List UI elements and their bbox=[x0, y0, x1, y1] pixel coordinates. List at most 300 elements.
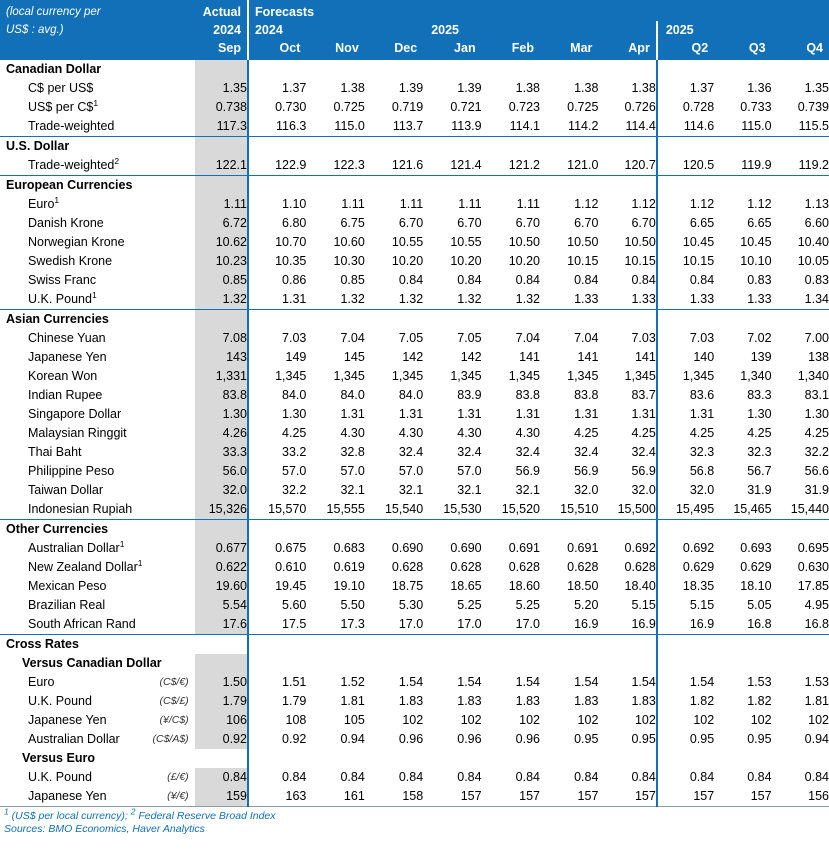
row-philippine-peso-value-7: 56.9 bbox=[631, 464, 656, 478]
row-label-norwegian-krone: Norwegian Krone bbox=[28, 235, 125, 249]
row-taiwan-dollar-value-4: 32.1 bbox=[457, 483, 482, 497]
row-south-african-rand-value-8: 16.9 bbox=[657, 615, 714, 635]
row-taiwan-dollar bbox=[0, 481, 829, 500]
section-european-currencies-blank-2 bbox=[306, 176, 364, 195]
section-cross-rates-blank-6 bbox=[540, 635, 598, 654]
section-asian-currencies-blank-5 bbox=[482, 310, 540, 329]
row-south-african-rand-value-7: 16.9 bbox=[631, 617, 656, 631]
row-u-k-pound-value-7: 1.33 bbox=[631, 292, 656, 306]
row-brazilian-real-value-1: 5.60 bbox=[248, 596, 306, 615]
row-norwegian-krone-value-2: 10.60 bbox=[333, 235, 365, 249]
section-european-currencies-blank-7 bbox=[598, 176, 656, 195]
row-brazilian-real-value-5: 5.25 bbox=[515, 598, 540, 612]
row-label-versus-canadian-dollar-u-k-pound: U.K. Pound (C$/£) bbox=[0, 692, 195, 711]
row-versus-canadian-dollar-japanese-yen-value-4: 102 bbox=[460, 713, 482, 727]
row-chinese-yuan-value-6: 7.04 bbox=[574, 331, 599, 345]
row-australian-dollar-value-1: 0.675 bbox=[248, 539, 306, 558]
footnote-ref: 1 bbox=[93, 97, 99, 108]
row-singapore-dollar-value-10: 1.30 bbox=[804, 407, 829, 421]
row-indonesian-rupiah-value-4: 15,530 bbox=[443, 502, 482, 516]
row-us-per-c-value-3: 0.719 bbox=[391, 100, 424, 114]
row-malaysian-ringgit-value-0: 4.26 bbox=[195, 424, 248, 443]
row-trade-weighted-value-2: 122.3 bbox=[333, 158, 365, 172]
row-indian-rupee-value-5: 83.8 bbox=[515, 388, 540, 402]
row-singapore-dollar-value-1: 1.30 bbox=[248, 405, 306, 424]
row-euro-value-8: 1.12 bbox=[657, 195, 714, 214]
row-euro-value-0: 1.11 bbox=[195, 195, 248, 214]
footnotes bbox=[0, 807, 829, 836]
row-philippine-peso-value-1: 57.0 bbox=[248, 462, 306, 481]
row-singapore-dollar-value-0: 1.30 bbox=[195, 405, 248, 424]
row-versus-canadian-dollar-australian-dollar bbox=[0, 730, 829, 749]
row-chinese-yuan-value-4: 7.05 bbox=[457, 331, 482, 345]
row-norwegian-krone-value-1: 10.70 bbox=[248, 233, 306, 252]
section-cross-rates-blank-10 bbox=[772, 635, 829, 654]
row-chinese-yuan-value-10: 7.00 bbox=[804, 331, 829, 345]
row-malaysian-ringgit-value-6: 4.25 bbox=[574, 426, 599, 440]
row-trade-weighted-value-5: 114.1 bbox=[509, 119, 540, 133]
row-label-singapore-dollar: Singapore Dollar bbox=[28, 407, 122, 421]
row-indian-rupee bbox=[0, 386, 829, 405]
row-versus-canadian-dollar-euro-value-9: 1.53 bbox=[747, 675, 772, 689]
row-new-zealand-dollar-value-6: 0.628 bbox=[567, 560, 599, 574]
row-singapore-dollar-value-7: 1.31 bbox=[631, 407, 656, 421]
section-european-currencies-blank-5 bbox=[482, 176, 540, 195]
section-title-u-s-dollar: U.S. Dollar bbox=[6, 139, 70, 153]
section-european-currencies-blank-9 bbox=[714, 176, 771, 195]
row-swedish-krone-value-0: 10.23 bbox=[195, 252, 248, 271]
row-chinese-yuan-value-9: 7.02 bbox=[747, 331, 772, 345]
row-thai-baht-value-1: 33.2 bbox=[248, 443, 306, 462]
row-korean-won bbox=[0, 367, 829, 386]
section-cross-rates-blank-9 bbox=[714, 635, 771, 654]
row-brazilian-real-value-7: 5.15 bbox=[631, 598, 656, 612]
row-malaysian-ringgit-value-9: 4.25 bbox=[747, 426, 772, 440]
header-year-2024: 2024 bbox=[248, 21, 423, 39]
row-label-thai-baht: Thai Baht bbox=[28, 445, 82, 459]
row-australian-dollar-value-10: 0.695 bbox=[797, 541, 829, 555]
row-australian-dollar-value-0: 0.677 bbox=[195, 539, 248, 558]
row-swedish-krone bbox=[0, 252, 829, 271]
row-singapore-dollar bbox=[0, 405, 829, 424]
section-header-canadian-dollar bbox=[0, 60, 829, 79]
row-trade-weighted-value-10: 115.5 bbox=[798, 119, 829, 133]
subsection-versus-canadian-dollar-blank-9 bbox=[714, 654, 771, 673]
row-chinese-yuan-value-0: 7.08 bbox=[195, 329, 248, 348]
section-canadian-dollar-blank-0 bbox=[195, 60, 248, 79]
row-new-zealand-dollar-value-1: 0.610 bbox=[248, 558, 306, 577]
row-chinese-yuan-value-5: 7.04 bbox=[515, 331, 540, 345]
row-trade-weighted-value-6: 121.0 bbox=[567, 158, 599, 172]
row-chinese-yuan bbox=[0, 329, 829, 348]
footnote-text-2: Federal Reserve Broad Index bbox=[135, 810, 276, 822]
row-versus-canadian-dollar-euro-value-4: 1.54 bbox=[457, 675, 482, 689]
row-brazilian-real-value-2: 5.50 bbox=[340, 598, 365, 612]
row-euro-value-5: 1.11 bbox=[516, 197, 540, 211]
row-norwegian-krone-value-4: 10.55 bbox=[450, 235, 482, 249]
footnote-ref: 1 bbox=[91, 289, 97, 300]
row-taiwan-dollar-value-10: 31.9 bbox=[804, 483, 829, 497]
row-swiss-franc-value-0: 0.85 bbox=[195, 271, 248, 290]
row-euro-value-3: 1.11 bbox=[399, 197, 424, 211]
footnote-ref: 1 bbox=[119, 538, 125, 549]
row-malaysian-ringgit-value-10: 4.25 bbox=[804, 426, 829, 440]
row-u-k-pound-value-10: 1.34 bbox=[804, 292, 829, 306]
row-australian-dollar-value-8: 0.692 bbox=[657, 539, 714, 558]
row-versus-euro-japanese-yen-value-4: 157 bbox=[460, 789, 482, 803]
row-mexican-peso-value-9: 18.10 bbox=[740, 579, 772, 593]
section-european-currencies-blank-6 bbox=[540, 176, 598, 195]
row-u-k-pound-value-0: 1.32 bbox=[195, 290, 248, 310]
row-australian-dollar-value-4: 0.690 bbox=[450, 541, 482, 555]
section-u-s-dollar-blank-9 bbox=[714, 137, 771, 156]
row-taiwan-dollar-value-0: 32.0 bbox=[195, 481, 248, 500]
section-title-canadian-dollar: Canadian Dollar bbox=[6, 62, 102, 76]
subsection-versus-euro-blank-10 bbox=[772, 749, 829, 768]
section-asian-currencies-blank-3 bbox=[365, 310, 423, 329]
row-trade-weighted-value-9: 119.9 bbox=[741, 158, 772, 172]
row-versus-canadian-dollar-japanese-yen-value-1: 108 bbox=[248, 711, 306, 730]
header-spacer bbox=[0, 39, 195, 60]
row-new-zealand-dollar-value-0: 0.622 bbox=[195, 558, 248, 577]
section-other-currencies-blank-5 bbox=[482, 520, 540, 539]
row-us-per-c-value-9: 0.733 bbox=[740, 100, 772, 114]
section-cross-rates-blank-8 bbox=[657, 635, 714, 654]
row-australian-dollar-value-6: 0.691 bbox=[567, 541, 599, 555]
row-trade-weighted-value-1: 122.9 bbox=[248, 156, 306, 176]
row-thai-baht-value-3: 32.4 bbox=[398, 445, 424, 459]
row-south-african-rand-value-1: 17.5 bbox=[248, 615, 306, 635]
row-thai-baht-value-10: 32.2 bbox=[804, 445, 829, 459]
section-canadian-dollar-blank-5 bbox=[482, 60, 540, 79]
row-taiwan-dollar-value-1: 32.2 bbox=[248, 481, 306, 500]
subsection-versus-euro-blank-0 bbox=[195, 749, 248, 768]
row-danish-krone-value-9: 6.65 bbox=[747, 216, 772, 230]
header-row-1 bbox=[0, 0, 829, 21]
footnote-ref: 2 bbox=[114, 155, 120, 166]
row-versus-canadian-dollar-japanese-yen-value-8: 102 bbox=[657, 711, 714, 730]
row-swiss-franc bbox=[0, 271, 829, 290]
section-header-asian-currencies bbox=[0, 310, 829, 329]
row-versus-canadian-dollar-euro bbox=[0, 673, 829, 692]
row-new-zealand-dollar bbox=[0, 558, 829, 577]
row-indian-rupee-value-4: 83.9 bbox=[457, 388, 482, 402]
row-label-japanese-yen: Japanese Yen bbox=[28, 350, 107, 364]
row-label-euro: Euro$^1$ bbox=[28, 194, 60, 211]
section-cross-rates-blank-7 bbox=[598, 635, 656, 654]
row-versus-euro-u-k-pound-value-7: 0.84 bbox=[631, 770, 656, 784]
row-us-per-c-value-7: 0.726 bbox=[624, 100, 656, 114]
subsection-header-versus-canadian-dollar bbox=[0, 654, 829, 673]
subsection-title-versus-euro: Versus Euro bbox=[22, 751, 95, 765]
row-swiss-franc-value-1: 0.86 bbox=[248, 271, 306, 290]
table-body bbox=[0, 60, 829, 808]
section-european-currencies-blank-1 bbox=[248, 176, 306, 195]
row-versus-euro-u-k-pound bbox=[0, 768, 829, 787]
subsection-versus-euro-blank-2 bbox=[306, 749, 364, 768]
header-month-dec: Dec bbox=[365, 39, 423, 60]
row-label-australian-dollar: Australian Dollar$^1$ bbox=[28, 538, 125, 555]
section-other-currencies-blank-6 bbox=[540, 520, 598, 539]
row-south-african-rand-value-6: 16.9 bbox=[574, 617, 599, 631]
row-us-per-c-value-4: 0.721 bbox=[450, 100, 482, 114]
row-swedish-krone-value-4: 10.20 bbox=[450, 254, 482, 268]
section-u-s-dollar-blank-8 bbox=[657, 137, 714, 156]
row-versus-canadian-dollar-euro-value-0: 1.50 bbox=[195, 673, 248, 692]
header-unit-line1: (local currency per bbox=[0, 0, 195, 21]
subsection-versus-euro-blank-1 bbox=[248, 749, 306, 768]
row-c-per-us-value-8: 1.37 bbox=[657, 79, 714, 98]
row-thai-baht-value-9: 32.3 bbox=[747, 445, 772, 459]
row-philippine-peso-value-6: 56.9 bbox=[574, 464, 599, 478]
row-versus-canadian-dollar-australian-dollar-value-10: 0.94 bbox=[804, 732, 829, 746]
row-new-zealand-dollar-value-4: 0.628 bbox=[450, 560, 482, 574]
row-brazilian-real-value-10: 4.95 bbox=[804, 598, 829, 612]
row-brazilian-real-value-6: 5.20 bbox=[574, 598, 599, 612]
row-south-african-rand-value-9: 16.8 bbox=[747, 617, 772, 631]
row-euro-value-2: 1.11 bbox=[341, 197, 365, 211]
section-asian-currencies-blank-9 bbox=[714, 310, 771, 329]
section-other-currencies-blank-3 bbox=[365, 520, 423, 539]
row-indonesian-rupiah-value-5: 15,520 bbox=[501, 502, 540, 516]
header-year-2025-months: 2025 bbox=[423, 21, 657, 39]
row-australian-dollar-value-2: 0.683 bbox=[333, 541, 365, 555]
subsection-versus-canadian-dollar-blank-4 bbox=[423, 654, 481, 673]
row-new-zealand-dollar-value-10: 0.630 bbox=[797, 560, 829, 574]
row-swedish-krone-value-8: 10.15 bbox=[657, 252, 714, 271]
section-asian-currencies-blank-1 bbox=[248, 310, 306, 329]
row-danish-krone bbox=[0, 214, 829, 233]
row-versus-euro-japanese-yen-value-2: 161 bbox=[343, 789, 365, 803]
row-indian-rupee-value-8: 83.6 bbox=[657, 386, 714, 405]
section-u-s-dollar-blank-5 bbox=[482, 137, 540, 156]
row-swedish-krone-value-5: 10.20 bbox=[508, 254, 540, 268]
row-taiwan-dollar-value-9: 31.9 bbox=[747, 483, 772, 497]
row-unit-versus-canadian-dollar-japanese-yen: (¥/C$) bbox=[159, 714, 189, 726]
row-versus-euro-u-k-pound-value-3: 0.84 bbox=[398, 770, 424, 784]
row-versus-euro-u-k-pound-value-2: 0.84 bbox=[340, 770, 365, 784]
row-versus-canadian-dollar-japanese-yen-value-7: 102 bbox=[634, 713, 656, 727]
row-indian-rupee-value-0: 83.8 bbox=[195, 386, 248, 405]
row-thai-baht-value-8: 32.3 bbox=[657, 443, 714, 462]
subsection-title-versus-canadian-dollar: Versus Canadian Dollar bbox=[22, 656, 162, 670]
row-label-versus-euro-u-k-pound: U.K. Pound (£/€) bbox=[0, 768, 195, 787]
row-chinese-yuan-value-1: 7.03 bbox=[248, 329, 306, 348]
section-header-european-currencies bbox=[0, 176, 829, 195]
row-new-zealand-dollar-value-7: 0.628 bbox=[624, 560, 656, 574]
row-label-swiss-franc: Swiss Franc bbox=[28, 273, 97, 287]
footnote-ref: 1 bbox=[54, 194, 60, 205]
section-asian-currencies-blank-4 bbox=[423, 310, 481, 329]
row-new-zealand-dollar-value-5: 0.628 bbox=[508, 560, 540, 574]
row-swedish-krone-value-2: 10.30 bbox=[333, 254, 365, 268]
row-swiss-franc-value-9: 0.83 bbox=[747, 273, 772, 287]
row-japanese-yen-value-7: 141 bbox=[634, 350, 656, 364]
row-australian-dollar-value-5: 0.691 bbox=[508, 541, 540, 555]
row-korean-won-value-5: 1,345 bbox=[508, 369, 540, 383]
section-canadian-dollar-blank-3 bbox=[365, 60, 423, 79]
row-indonesian-rupiah-value-9: 15,465 bbox=[733, 502, 772, 516]
row-unit-versus-euro-u-k-pound: (£/€) bbox=[167, 771, 189, 783]
row-norwegian-krone-value-9: 10.45 bbox=[740, 235, 772, 249]
row-versus-euro-japanese-yen-value-6: 157 bbox=[577, 789, 599, 803]
table-header bbox=[0, 0, 829, 60]
row-us-per-c-value-2: 0.725 bbox=[333, 100, 365, 114]
row-korean-won-value-2: 1,345 bbox=[333, 369, 365, 383]
row-versus-canadian-dollar-u-k-pound-value-0: 1.79 bbox=[195, 692, 248, 711]
row-swiss-franc-value-4: 0.84 bbox=[457, 273, 482, 287]
row-philippine-peso-value-5: 56.9 bbox=[515, 464, 540, 478]
row-japanese-yen-value-0: 143 bbox=[195, 348, 248, 367]
row-taiwan-dollar-value-6: 32.0 bbox=[574, 483, 599, 497]
section-header-u-s-dollar bbox=[0, 137, 829, 156]
row-label-versus-canadian-dollar-australian-dollar: Australian Dollar (C$/A$) bbox=[0, 730, 195, 749]
row-norwegian-krone-value-5: 10.50 bbox=[508, 235, 540, 249]
row-indian-rupee-value-3: 84.0 bbox=[398, 388, 424, 402]
row-japanese-yen-value-4: 142 bbox=[460, 350, 482, 364]
row-swedish-krone-value-9: 10.10 bbox=[740, 254, 772, 268]
row-singapore-dollar-value-4: 1.31 bbox=[457, 407, 482, 421]
row-thai-baht-value-0: 33.3 bbox=[195, 443, 248, 462]
header-forecasts-label: Forecasts bbox=[248, 0, 829, 21]
row-taiwan-dollar-value-5: 32.1 bbox=[515, 483, 540, 497]
header-row-3 bbox=[0, 39, 829, 60]
row-trade-weighted-value-8: 120.5 bbox=[657, 156, 714, 176]
row-label-south-african-rand: South African Rand bbox=[28, 617, 136, 631]
row-norwegian-krone-value-3: 10.55 bbox=[391, 235, 424, 249]
row-versus-euro-japanese-yen-value-9: 157 bbox=[750, 789, 772, 803]
row-c-per-us-value-9: 1.36 bbox=[747, 81, 772, 95]
row-indian-rupee-value-10: 83.1 bbox=[804, 388, 829, 402]
section-canadian-dollar-blank-10 bbox=[772, 60, 829, 79]
row-versus-canadian-dollar-australian-dollar-value-0: 0.92 bbox=[195, 730, 248, 749]
row-swiss-franc-value-10: 0.83 bbox=[804, 273, 829, 287]
row-versus-euro-u-k-pound-value-9: 0.84 bbox=[747, 770, 772, 784]
subsection-versus-euro-blank-7 bbox=[598, 749, 656, 768]
row-indonesian-rupiah-value-7: 15,500 bbox=[617, 502, 656, 516]
row-swiss-franc-value-6: 0.84 bbox=[574, 273, 599, 287]
row-japanese-yen-value-9: 139 bbox=[750, 350, 772, 364]
section-canadian-dollar-blank-8 bbox=[657, 60, 714, 79]
row-singapore-dollar-value-8: 1.31 bbox=[657, 405, 714, 424]
section-cross-rates-blank-4 bbox=[423, 635, 481, 654]
row-c-per-us-value-10: 1.35 bbox=[804, 81, 829, 95]
footnote-text-1: (US$ per local currency); bbox=[8, 810, 131, 822]
row-versus-euro-u-k-pound-value-6: 0.84 bbox=[574, 770, 599, 784]
row-c-per-us-value-7: 1.38 bbox=[631, 81, 656, 95]
section-other-currencies-blank-2 bbox=[306, 520, 364, 539]
row-australian-dollar bbox=[0, 539, 829, 558]
section-u-s-dollar-blank-4 bbox=[423, 137, 481, 156]
row-versus-euro-u-k-pound-value-1: 0.84 bbox=[248, 768, 306, 787]
row-versus-canadian-dollar-australian-dollar-value-9: 0.95 bbox=[747, 732, 772, 746]
row-versus-canadian-dollar-japanese-yen-value-5: 102 bbox=[519, 713, 540, 727]
section-title-other-currencies: Other Currencies bbox=[6, 522, 109, 536]
row-euro bbox=[0, 195, 829, 214]
row-label-new-zealand-dollar: New Zealand Dollar$^1$ bbox=[28, 557, 143, 574]
subsection-versus-euro-blank-8 bbox=[657, 749, 714, 768]
row-norwegian-krone-value-6: 10.50 bbox=[567, 235, 599, 249]
row-korean-won-value-10: 1,340 bbox=[797, 369, 829, 383]
section-cross-rates-blank-2 bbox=[306, 635, 364, 654]
row-euro-value-9: 1.12 bbox=[747, 197, 772, 211]
row-taiwan-dollar-value-7: 32.0 bbox=[631, 483, 656, 497]
row-label-us-per-c: US$ per C\$$^1$ bbox=[28, 97, 99, 114]
header-unit-line2: US$ : avg.) bbox=[0, 21, 195, 39]
row-label-chinese-yuan: Chinese Yuan bbox=[28, 331, 106, 345]
row-versus-euro-u-k-pound-value-0: 0.84 bbox=[195, 768, 248, 787]
row-danish-krone-value-8: 6.65 bbox=[657, 214, 714, 233]
row-versus-canadian-dollar-japanese-yen-value-6: 102 bbox=[577, 713, 599, 727]
row-trade-weighted-value-8: 114.6 bbox=[657, 117, 714, 137]
header-month-oct: Oct bbox=[248, 39, 306, 60]
row-u-k-pound-value-4: 1.32 bbox=[457, 292, 482, 306]
row-versus-canadian-dollar-u-k-pound-value-1: 1.79 bbox=[248, 692, 306, 711]
row-australian-dollar-value-7: 0.692 bbox=[624, 541, 656, 555]
row-taiwan-dollar-value-3: 32.1 bbox=[398, 483, 424, 497]
row-label-versus-canadian-dollar-japanese-yen: Japanese Yen (¥/C$) bbox=[0, 711, 195, 730]
row-japanese-yen-value-5: 141 bbox=[519, 350, 540, 364]
row-label-taiwan-dollar: Taiwan Dollar bbox=[28, 483, 104, 497]
subsection-versus-euro-blank-5 bbox=[482, 749, 540, 768]
row-label-philippine-peso: Philippine Peso bbox=[28, 464, 115, 478]
row-singapore-dollar-value-9: 1.30 bbox=[747, 407, 772, 421]
row-danish-krone-value-7: 6.70 bbox=[631, 216, 656, 230]
row-u-k-pound-value-8: 1.33 bbox=[657, 290, 714, 310]
row-danish-krone-value-1: 6.80 bbox=[248, 214, 306, 233]
row-label-trade-weighted: Trade-weighted$^2$ bbox=[28, 155, 120, 172]
row-south-african-rand-value-4: 17.0 bbox=[457, 617, 482, 631]
header-month-actual: Sep bbox=[195, 39, 248, 60]
row-unit-versus-canadian-dollar-australian-dollar: (C$/A$) bbox=[152, 733, 189, 745]
section-cross-rates-blank-0 bbox=[195, 635, 248, 654]
row-versus-canadian-dollar-euro-value-1: 1.51 bbox=[248, 673, 306, 692]
row-c-per-us-value-2: 1.38 bbox=[340, 81, 365, 95]
row-u-k-pound-value-3: 1.32 bbox=[398, 292, 424, 306]
row-norwegian-krone-value-0: 10.62 bbox=[195, 233, 248, 252]
row-c-per-us-value-0: 1.35 bbox=[195, 79, 248, 98]
row-versus-canadian-dollar-australian-dollar-value-3: 0.96 bbox=[398, 732, 424, 746]
row-versus-euro-japanese-yen bbox=[0, 787, 829, 807]
row-swedish-krone-value-6: 10.15 bbox=[567, 254, 599, 268]
row-c-per-us-value-1: 1.37 bbox=[248, 79, 306, 98]
row-indian-rupee-value-6: 83.8 bbox=[574, 388, 599, 402]
section-european-currencies-blank-8 bbox=[657, 176, 714, 195]
row-trade-weighted-value-2: 115.0 bbox=[334, 119, 365, 133]
row-label-versus-euro-japanese-yen: Japanese Yen (¥/€) bbox=[0, 787, 195, 807]
header-month-mar: Mar bbox=[540, 39, 598, 60]
row-versus-canadian-dollar-japanese-yen-value-9: 102 bbox=[750, 713, 772, 727]
row-indian-rupee-value-1: 84.0 bbox=[248, 386, 306, 405]
subsection-versus-euro-blank-9 bbox=[714, 749, 771, 768]
row-indian-rupee-value-7: 83.7 bbox=[631, 388, 656, 402]
section-european-currencies-blank-0 bbox=[195, 176, 248, 195]
subsection-versus-canadian-dollar-blank-5 bbox=[482, 654, 540, 673]
row-swiss-franc-value-2: 0.85 bbox=[340, 273, 365, 287]
row-indonesian-rupiah bbox=[0, 500, 829, 520]
subsection-versus-canadian-dollar-blank-6 bbox=[540, 654, 598, 673]
row-unit-versus-euro-japanese-yen: (¥/€) bbox=[167, 790, 189, 802]
section-u-s-dollar-blank-10 bbox=[772, 137, 829, 156]
row-trade-weighted-value-4: 121.4 bbox=[450, 158, 482, 172]
section-u-s-dollar-blank-7 bbox=[598, 137, 656, 156]
row-versus-canadian-dollar-japanese-yen-value-3: 102 bbox=[402, 713, 424, 727]
row-versus-euro-u-k-pound-value-8: 0.84 bbox=[657, 768, 714, 787]
row-unit-versus-canadian-dollar-u-k-pound: (C$/£) bbox=[159, 695, 189, 707]
row-swedish-krone-value-7: 10.15 bbox=[624, 254, 656, 268]
row-indonesian-rupiah-value-0: 15,326 bbox=[195, 500, 248, 520]
row-thai-baht-value-7: 32.4 bbox=[631, 445, 656, 459]
